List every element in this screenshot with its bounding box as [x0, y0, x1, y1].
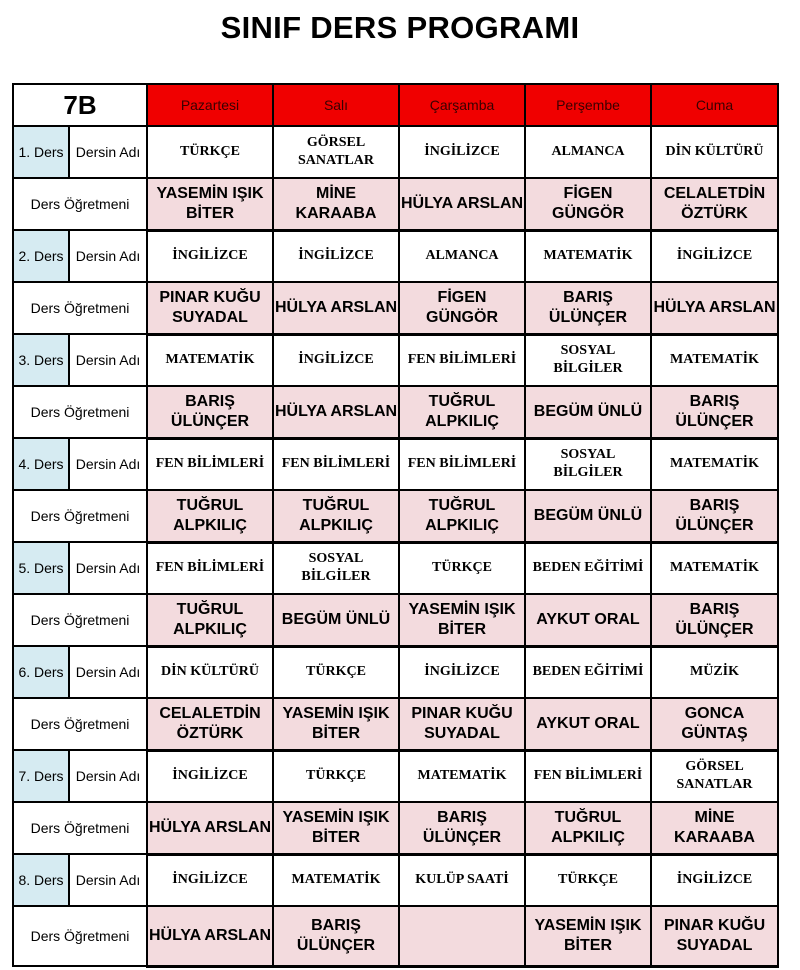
- subject-cell: MATEMATİK: [399, 750, 525, 802]
- day-header-persembe: Perşembe: [525, 84, 651, 126]
- teacher-field-label: Ders Öğretmeni: [13, 802, 147, 854]
- lesson-teacher-row: [13, 906, 778, 966]
- teacher-cell: HÜLYA ARSLAN: [147, 906, 273, 966]
- teacher-cell: TUĞRUL ALPKILIÇ: [147, 490, 273, 542]
- lesson-number: 1. Ders: [13, 126, 69, 178]
- teacher-cell: YASEMİN IŞIK BİTER: [273, 802, 399, 854]
- teacher-cell: FİGEN GÜNGÖR: [525, 178, 651, 230]
- subject-cell: İNGİLİZCE: [273, 230, 399, 282]
- teacher-cell: YASEMİN IŞIK BİTER: [525, 906, 651, 966]
- subject-cell: FEN BİLİMLERİ: [399, 334, 525, 386]
- teacher-cell: PINAR KUĞU SUYADAL: [399, 698, 525, 750]
- teacher-cell: AYKUT ORAL: [525, 594, 651, 646]
- lesson-teacher-row: [13, 282, 778, 334]
- class-name: 7B: [13, 84, 147, 126]
- subject-cell: MÜZİK: [651, 646, 778, 698]
- lesson-subject-row: [13, 542, 778, 594]
- teacher-field-label: Ders Öğretmeni: [13, 178, 147, 230]
- subject-cell: TÜRKÇE: [399, 542, 525, 594]
- subject-cell: İNGİLİZCE: [399, 646, 525, 698]
- subject-cell: DİN KÜLTÜRÜ: [651, 126, 778, 178]
- lesson-number: 4. Ders: [13, 438, 69, 490]
- teacher-cell: BARIŞ ÜLÜNÇER: [525, 282, 651, 334]
- page-title: SINIF DERS PROGRAMI: [220, 10, 580, 45]
- lesson-teacher-row: [13, 386, 778, 438]
- teacher-cell: CELALETDİN ÖZTÜRK: [651, 178, 778, 230]
- lesson-teacher-row: [13, 698, 778, 750]
- teacher-cell: TUĞRUL ALPKILIÇ: [525, 802, 651, 854]
- subject-cell: BEDEN EĞİTİMİ: [525, 646, 651, 698]
- teacher-cell: HÜLYA ARSLAN: [147, 802, 273, 854]
- subject-cell: İNGİLİZCE: [147, 854, 273, 906]
- subject-cell: MATEMATİK: [651, 542, 778, 594]
- teacher-cell: PINAR KUĞU SUYADAL: [651, 906, 778, 966]
- subject-cell: TÜRKÇE: [273, 646, 399, 698]
- subject-cell: GÖRSEL SANATLAR: [651, 750, 778, 802]
- subject-cell: MATEMATİK: [273, 854, 399, 906]
- subject-cell: MATEMATİK: [147, 334, 273, 386]
- subject-cell: İNGİLİZCE: [399, 126, 525, 178]
- lesson-number: 2. Ders: [13, 230, 69, 282]
- lesson-subject-row: [13, 126, 778, 178]
- teacher-field-label: Ders Öğretmeni: [13, 490, 147, 542]
- teacher-cell: GONCA GÜNTAŞ: [651, 698, 778, 750]
- subject-cell: DİN KÜLTÜRÜ: [147, 646, 273, 698]
- teacher-cell: TUĞRUL ALPKILIÇ: [399, 386, 525, 438]
- subject-field-label: Dersin Adı: [69, 126, 147, 178]
- teacher-field-label: Ders Öğretmeni: [13, 698, 147, 750]
- lesson-number: 6. Ders: [13, 646, 69, 698]
- teacher-cell: BEGÜM ÜNLÜ: [525, 490, 651, 542]
- subject-cell: İNGİLİZCE: [147, 750, 273, 802]
- lesson-subject-row: [13, 854, 778, 906]
- schedule-body: [13, 84, 778, 966]
- lesson-teacher-row: [13, 178, 778, 230]
- teacher-cell: TUĞRUL ALPKILIÇ: [273, 490, 399, 542]
- subject-cell: MATEMATİK: [651, 334, 778, 386]
- lesson-number: 8. Ders: [13, 854, 69, 906]
- subject-cell: İNGİLİZCE: [273, 334, 399, 386]
- lesson-subject-row: [13, 438, 778, 490]
- teacher-field-label: Ders Öğretmeni: [13, 906, 147, 966]
- lesson-teacher-row: [13, 490, 778, 542]
- subject-cell: FEN BİLİMLERİ: [273, 438, 399, 490]
- teacher-cell: BARIŞ ÜLÜNÇER: [147, 386, 273, 438]
- teacher-cell: TUĞRUL ALPKILIÇ: [399, 490, 525, 542]
- subject-cell: SOSYAL BİLGİLER: [273, 542, 399, 594]
- teacher-cell: YASEMİN IŞIK BİTER: [273, 698, 399, 750]
- subject-cell: İNGİLİZCE: [147, 230, 273, 282]
- teacher-cell: BEGÜM ÜNLÜ: [273, 594, 399, 646]
- lesson-number: 3. Ders: [13, 334, 69, 386]
- teacher-cell: YASEMİN IŞIK BİTER: [147, 178, 273, 230]
- day-header-pazartesi: Pazartesi: [147, 84, 273, 126]
- teacher-cell: HÜLYA ARSLAN: [273, 386, 399, 438]
- day-header-cuma: Cuma: [651, 84, 778, 126]
- lesson-subject-row: [13, 646, 778, 698]
- teacher-cell: BARIŞ ÜLÜNÇER: [651, 386, 778, 438]
- subject-field-label: Dersin Adı: [69, 438, 147, 490]
- teacher-cell: BARIŞ ÜLÜNÇER: [399, 802, 525, 854]
- subject-cell: FEN BİLİMLERİ: [399, 438, 525, 490]
- teacher-field-label: Ders Öğretmeni: [13, 594, 147, 646]
- subject-cell: SOSYAL BİLGİLER: [525, 334, 651, 386]
- lesson-teacher-row: [13, 594, 778, 646]
- teacher-cell: YASEMİN IŞIK BİTER: [399, 594, 525, 646]
- teacher-field-label: Ders Öğretmeni: [13, 386, 147, 438]
- subject-cell: FEN BİLİMLERİ: [147, 438, 273, 490]
- teacher-cell: [399, 906, 525, 966]
- teacher-cell: BARIŞ ÜLÜNÇER: [273, 906, 399, 966]
- subject-cell: FEN BİLİMLERİ: [525, 750, 651, 802]
- teacher-cell: MİNE KARAABA: [273, 178, 399, 230]
- subject-cell: SOSYAL BİLGİLER: [525, 438, 651, 490]
- subject-cell: GÖRSEL SANATLAR: [273, 126, 399, 178]
- lesson-teacher-row: [13, 802, 778, 854]
- teacher-cell: BARIŞ ÜLÜNÇER: [651, 490, 778, 542]
- teacher-field-label: Ders Öğretmeni: [13, 282, 147, 334]
- teacher-cell: FİGEN GÜNGÖR: [399, 282, 525, 334]
- schedule-table: [12, 83, 779, 968]
- subject-field-label: Dersin Adı: [69, 334, 147, 386]
- subject-cell: ALMANCA: [399, 230, 525, 282]
- subject-cell: KULÜP SAATİ: [399, 854, 525, 906]
- subject-field-label: Dersin Adı: [69, 230, 147, 282]
- header-row: [13, 84, 778, 126]
- subject-cell: TÜRKÇE: [147, 126, 273, 178]
- subject-cell: TÜRKÇE: [273, 750, 399, 802]
- subject-cell: MATEMATİK: [525, 230, 651, 282]
- subject-cell: TÜRKÇE: [525, 854, 651, 906]
- lesson-number: 7. Ders: [13, 750, 69, 802]
- subject-cell: FEN BİLİMLERİ: [147, 542, 273, 594]
- teacher-cell: BARIŞ ÜLÜNÇER: [651, 594, 778, 646]
- subject-cell: İNGİLİZCE: [651, 854, 778, 906]
- teacher-cell: BEGÜM ÜNLÜ: [525, 386, 651, 438]
- lesson-number: 5. Ders: [13, 542, 69, 594]
- day-header-carsamba: Çarşamba: [399, 84, 525, 126]
- teacher-cell: MİNE KARAABA: [651, 802, 778, 854]
- teacher-cell: TUĞRUL ALPKILIÇ: [147, 594, 273, 646]
- lesson-subject-row: [13, 334, 778, 386]
- day-header-sali: Salı: [273, 84, 399, 126]
- lesson-subject-row: [13, 750, 778, 802]
- teacher-cell: PINAR KUĞU SUYADAL: [147, 282, 273, 334]
- teacher-cell: HÜLYA ARSLAN: [399, 178, 525, 230]
- subject-cell: MATEMATİK: [651, 438, 778, 490]
- teacher-cell: HÜLYA ARSLAN: [651, 282, 778, 334]
- teacher-cell: CELALETDİN ÖZTÜRK: [147, 698, 273, 750]
- teacher-cell: AYKUT ORAL: [525, 698, 651, 750]
- subject-field-label: Dersin Adı: [69, 646, 147, 698]
- subject-cell: BEDEN EĞİTİMİ: [525, 542, 651, 594]
- subject-cell: ALMANCA: [525, 126, 651, 178]
- subject-field-label: Dersin Adı: [69, 854, 147, 906]
- subject-field-label: Dersin Adı: [69, 750, 147, 802]
- lesson-subject-row: [13, 230, 778, 282]
- subject-cell: İNGİLİZCE: [651, 230, 778, 282]
- subject-field-label: Dersin Adı: [69, 542, 147, 594]
- teacher-cell: HÜLYA ARSLAN: [273, 282, 399, 334]
